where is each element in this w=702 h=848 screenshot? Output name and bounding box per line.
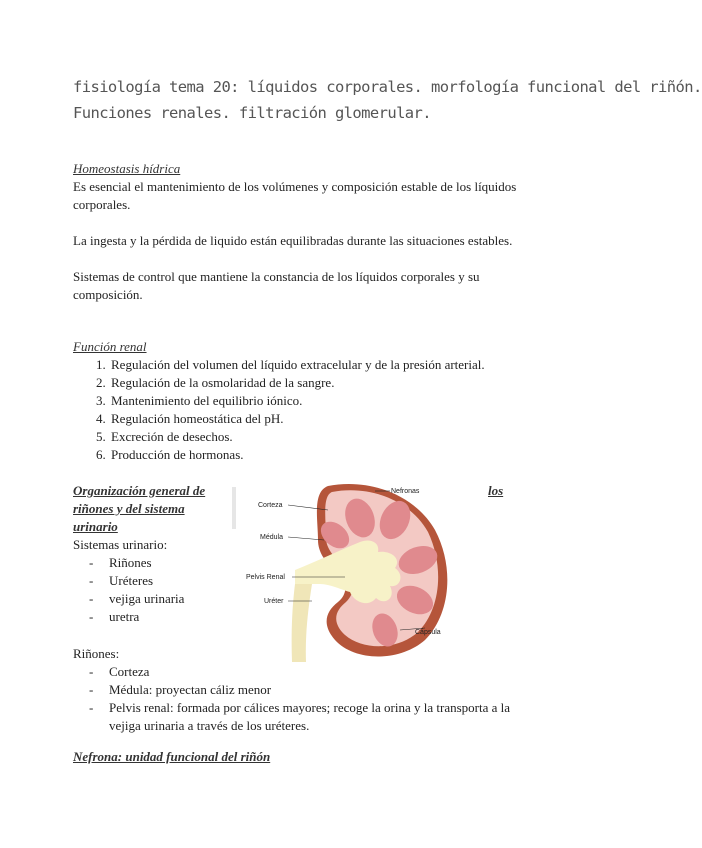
label-nefronas: Nefronas	[391, 488, 420, 495]
organizacion-heading-line-2: riñones y del sistema	[73, 501, 185, 516]
list-item: - Médula: proyectan cáliz menor	[89, 681, 543, 699]
sistemas-list	[73, 554, 243, 626]
list-item: 1. Regulación del volumen del líquido extracelular y de la presión arterial.	[109, 356, 543, 374]
label-corteza: Corteza	[258, 502, 283, 509]
homeostasis-paragraph-2: La ingesta y la pérdida de liquido están equilibradas durante las situaciones estables.	[73, 233, 513, 248]
list-item: - vejiga urinaria	[89, 590, 243, 608]
rinones-label: Riñones:	[73, 646, 120, 661]
label-ureter: Uréter	[264, 598, 284, 605]
section-organizacion	[73, 482, 233, 536]
list-item: - uretra	[89, 608, 243, 626]
list-item: - Riñones	[89, 554, 243, 572]
nefrona-heading: Nefrona: unidad funcional del riñón	[73, 749, 271, 764]
homeostasis-paragraph-1: Es esencial el mantenimiento de los volúmenes y composición estable de los líquidos corporales.	[73, 179, 517, 212]
figure-divider	[232, 487, 236, 529]
section-funcion-renal	[73, 338, 543, 464]
sistemas-urinario	[73, 536, 243, 626]
page-title	[73, 74, 702, 126]
list-item: 3. Mantenimiento del equilibrio iónico.	[109, 392, 543, 410]
section-rinones	[73, 645, 543, 735]
section-homeostasis	[73, 160, 533, 304]
list-item: 4. Regulación homeostática del pH.	[109, 410, 543, 428]
list-item: 6. Producción de hormonas.	[109, 446, 543, 464]
funcion-renal-list	[73, 356, 543, 464]
section-nefrona	[73, 748, 533, 766]
label-medula: Médula	[260, 534, 283, 541]
label-pelvis: Pelvis Renal	[246, 574, 285, 581]
organizacion-heading	[73, 482, 233, 536]
organizacion-heading-line-1: Organización general de	[73, 483, 206, 498]
list-item: - Uréteres	[89, 572, 243, 590]
list-item: 5. Excreción de desechos.	[109, 428, 543, 446]
list-item: - Pelvis renal: formada por cálices mayores; recoge la orina y la transporta a la vejiga urinaria a través de los uréteres.	[89, 699, 543, 735]
title-line-2: Funciones renales. filtración glomerular.	[73, 104, 432, 122]
organizacion-heading-end: los	[488, 483, 504, 498]
homeostasis-paragraph-3: Sistemas de control que mantiene la constancia de los líquidos corporales y su composición.	[73, 269, 480, 302]
title-line-1: fisiología tema 20: líquidos corporales. morfología funcional del riñón.	[73, 78, 702, 96]
sistemas-label: Sistemas urinario:	[73, 537, 168, 552]
rinones-list	[73, 663, 543, 735]
kidney-diagram	[246, 480, 455, 662]
organizacion-heading-line-3: urinario	[73, 519, 118, 534]
list-item: 2. Regulación de la osmolaridad de la sangre.	[109, 374, 543, 392]
homeostasis-heading: Homeostasis hídrica	[73, 161, 181, 176]
label-capsula: Cápsula	[415, 629, 441, 636]
funcion-renal-heading: Función renal	[73, 339, 147, 354]
list-item: - Corteza	[89, 663, 543, 681]
